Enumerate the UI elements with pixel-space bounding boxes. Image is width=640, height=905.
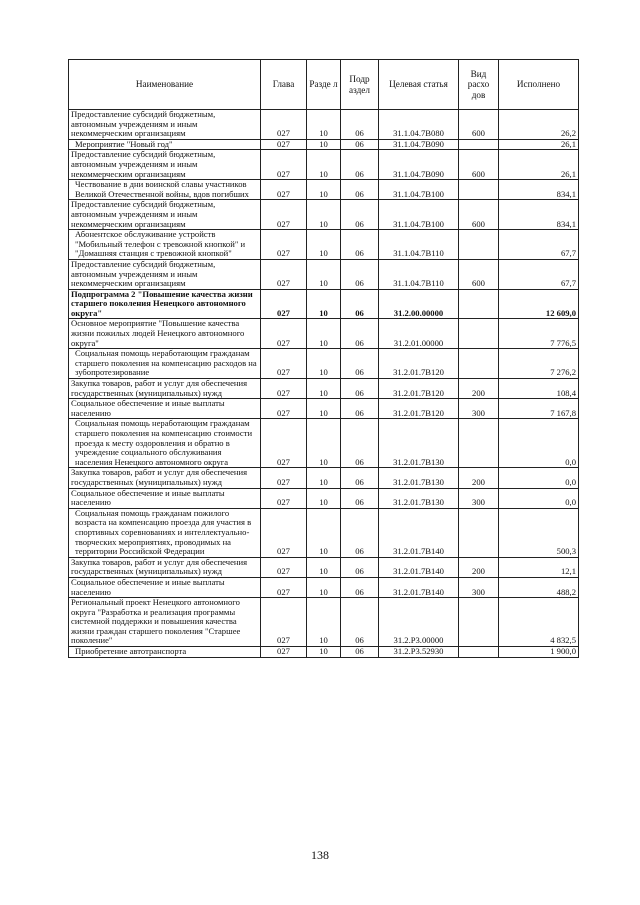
row-amount: 834,1 xyxy=(499,180,579,200)
row-amount: 0,0 xyxy=(499,419,579,468)
row-name-text: Социальное обеспечение и иные выплаты населению xyxy=(71,398,225,418)
row-glava: 027 xyxy=(261,230,307,260)
row-glava: 027 xyxy=(261,647,307,658)
table-row xyxy=(69,577,579,597)
row-razdel: 10 xyxy=(307,419,341,468)
row-razdel: 10 xyxy=(307,557,341,577)
row-podrazdel: 06 xyxy=(341,577,379,597)
row-amount: 7 167,8 xyxy=(499,399,579,419)
row-name-text: Предоставление субсидий бюджетным, автономным учреждениям и иным некоммерческим организациям xyxy=(71,149,216,179)
row-glava: 027 xyxy=(261,399,307,419)
row-podrazdel: 06 xyxy=(341,200,379,230)
row-glava: 027 xyxy=(261,468,307,488)
header-name: Наименование xyxy=(69,60,261,110)
row-name xyxy=(69,289,261,319)
table-row xyxy=(69,468,579,488)
row-name xyxy=(69,468,261,488)
row-target: 31.2.01.7В120 xyxy=(379,349,459,379)
row-target: 31.2.01.7В130 xyxy=(379,419,459,468)
row-razdel: 10 xyxy=(307,259,341,289)
row-name xyxy=(69,139,261,150)
row-glava: 027 xyxy=(261,349,307,379)
row-glava: 027 xyxy=(261,577,307,597)
row-target: 31.2.01.7В140 xyxy=(379,557,459,577)
row-target: 31.1.04.7В100 xyxy=(379,200,459,230)
row-name-text: Социальная помощь гражданам пожилого возраста на компенсацию проезда для участия в спортивных соревнованиях и интеллектуально-творческих мероприятиях, проводимых на территории Российской Федерации xyxy=(75,507,252,557)
row-podrazdel: 06 xyxy=(341,319,379,349)
table-row xyxy=(69,508,579,557)
row-amount: 12 609,0 xyxy=(499,289,579,319)
row-target: 31.2.01.7В140 xyxy=(379,508,459,557)
row-vid: 600 xyxy=(459,150,499,180)
row-glava: 027 xyxy=(261,379,307,399)
row-name xyxy=(69,399,261,419)
row-name-text: Предоставление субсидий бюджетным, автономным учреждениям и иным некоммерческим организациям xyxy=(71,199,216,229)
table-row xyxy=(69,319,579,349)
table-row xyxy=(69,180,579,200)
row-razdel: 10 xyxy=(307,598,341,647)
row-name xyxy=(69,110,261,140)
row-vid: 200 xyxy=(459,468,499,488)
row-target: 31.2.01.7В120 xyxy=(379,379,459,399)
header-glava: Глава xyxy=(261,60,307,110)
row-razdel: 10 xyxy=(307,488,341,508)
row-razdel: 10 xyxy=(307,200,341,230)
table-row xyxy=(69,379,579,399)
row-podrazdel: 06 xyxy=(341,230,379,260)
row-target: 31.1.04.7В080 xyxy=(379,110,459,140)
row-name xyxy=(69,259,261,289)
row-vid xyxy=(459,289,499,319)
row-podrazdel: 06 xyxy=(341,508,379,557)
row-name-text: Предоставление субсидий бюджетным, автономным учреждениям и иным некоммерческим организациям xyxy=(71,258,216,289)
table-row xyxy=(69,289,579,319)
row-name xyxy=(69,349,261,379)
row-name-text: Подпрограмма 2 "Повышение качества жизни старшего поколения Ненецкого автономного округа" xyxy=(71,288,253,318)
row-name-text: Приобретение автотранспорта xyxy=(75,646,187,657)
row-glava: 027 xyxy=(261,289,307,319)
row-glava: 027 xyxy=(261,180,307,200)
row-vid xyxy=(459,508,499,557)
header-podrazdel: Подр аздел xyxy=(341,60,379,110)
row-glava: 027 xyxy=(261,319,307,349)
row-glava: 027 xyxy=(261,557,307,577)
row-vid xyxy=(459,230,499,260)
row-glava: 027 xyxy=(261,200,307,230)
row-name-text: Закупка товаров, работ и услуг для обеспечения государственных (муниципальных) нужд xyxy=(71,378,248,398)
row-amount: 67,7 xyxy=(499,230,579,260)
row-target: 31.1.04.7В090 xyxy=(379,139,459,150)
table-row xyxy=(69,259,579,289)
row-name-text: Социальная помощь неработающим гражданам старшего поколения на компенсацию расходов на зубопротезирование xyxy=(75,348,257,378)
row-vid xyxy=(459,419,499,468)
row-name-text: Региональный проект Ненецкого автономного округа "Разработка и реализация программы системной поддержки и повышения качества жизни граждан старшего поколения "Старшее поколение" xyxy=(71,597,241,646)
row-podrazdel: 06 xyxy=(341,598,379,647)
row-vid xyxy=(459,180,499,200)
row-glava: 027 xyxy=(261,419,307,468)
row-name xyxy=(69,150,261,180)
row-glava: 027 xyxy=(261,110,307,140)
row-target: 31.1.04.7В110 xyxy=(379,259,459,289)
row-name-text: Основное мероприятие "Повышение качества жизни пожилых людей Ненецкого автономного округа" xyxy=(71,318,245,348)
header-target: Целевая статья xyxy=(379,60,459,110)
row-razdel: 10 xyxy=(307,468,341,488)
row-glava: 027 xyxy=(261,259,307,289)
row-name-text: Социальное обеспечение и иные выплаты населению xyxy=(71,576,225,597)
table-row xyxy=(69,557,579,577)
row-target: 31.2.Р3.52930 xyxy=(379,647,459,658)
row-name-text: Мероприятие "Новый год" xyxy=(75,138,173,149)
row-amount: 834,1 xyxy=(499,200,579,230)
row-podrazdel: 06 xyxy=(341,399,379,419)
row-podrazdel: 06 xyxy=(341,379,379,399)
row-podrazdel: 06 xyxy=(341,468,379,488)
row-name xyxy=(69,200,261,230)
row-name xyxy=(69,557,261,577)
row-amount: 67,7 xyxy=(499,259,579,289)
row-razdel: 10 xyxy=(307,150,341,180)
row-razdel: 10 xyxy=(307,289,341,319)
row-vid xyxy=(459,349,499,379)
row-name xyxy=(69,577,261,597)
row-target: 31.2.01.7В140 xyxy=(379,577,459,597)
row-podrazdel: 06 xyxy=(341,488,379,508)
row-vid: 300 xyxy=(459,577,499,597)
table-row xyxy=(69,139,579,150)
row-podrazdel: 06 xyxy=(341,289,379,319)
row-glava: 027 xyxy=(261,139,307,150)
header-razdel: Разде л xyxy=(307,60,341,110)
row-vid: 200 xyxy=(459,379,499,399)
row-name xyxy=(69,419,261,468)
table-row xyxy=(69,349,579,379)
table-row xyxy=(69,419,579,468)
row-podrazdel: 06 xyxy=(341,557,379,577)
table-row xyxy=(69,150,579,180)
row-vid: 200 xyxy=(459,557,499,577)
row-razdel: 10 xyxy=(307,647,341,658)
row-name xyxy=(69,488,261,508)
table-row xyxy=(69,110,579,140)
row-podrazdel: 06 xyxy=(341,180,379,200)
row-target: 31.2.00.00000 xyxy=(379,289,459,319)
table-row xyxy=(69,230,579,260)
row-glava: 027 xyxy=(261,488,307,508)
table-body xyxy=(69,110,579,658)
row-vid xyxy=(459,139,499,150)
row-name xyxy=(69,319,261,349)
row-target: 31.1.04.7В110 xyxy=(379,230,459,260)
row-amount: 26,2 xyxy=(499,110,579,140)
row-vid: 600 xyxy=(459,110,499,140)
row-amount: 108,4 xyxy=(499,379,579,399)
row-name xyxy=(69,180,261,200)
row-razdel: 10 xyxy=(307,139,341,150)
header-vid: Вид расхо дов xyxy=(459,60,499,110)
row-razdel: 10 xyxy=(307,379,341,399)
row-vid xyxy=(459,647,499,658)
row-razdel: 10 xyxy=(307,508,341,557)
row-amount: 26,1 xyxy=(499,139,579,150)
row-target: 31.2.01.7В130 xyxy=(379,488,459,508)
row-name xyxy=(69,598,261,647)
row-vid: 600 xyxy=(459,200,499,230)
row-vid: 300 xyxy=(459,399,499,419)
row-razdel: 10 xyxy=(307,230,341,260)
header-amount: Исполнено xyxy=(499,60,579,110)
table-header xyxy=(69,60,579,110)
row-razdel: 10 xyxy=(307,399,341,419)
row-name-text: Закупка товаров, работ и услуг для обеспечения государственных (муниципальных) нужд xyxy=(71,556,248,577)
row-amount: 7 776,5 xyxy=(499,319,579,349)
row-amount: 1 900,0 xyxy=(499,647,579,658)
header-row xyxy=(69,60,579,110)
row-vid: 300 xyxy=(459,488,499,508)
row-target: 31.2.01.7В130 xyxy=(379,468,459,488)
table-row xyxy=(69,598,579,647)
row-name-text: Чествование в дни воинской славы участников Великой Отечественной войны, вдов погибших xyxy=(75,179,249,199)
table-row xyxy=(69,399,579,419)
row-glava: 027 xyxy=(261,598,307,647)
row-name-text: Социальное обеспечение и иные выплаты населению xyxy=(71,487,225,508)
row-target: 31.1.04.7В100 xyxy=(379,180,459,200)
row-target: 31.2.01.00000 xyxy=(379,319,459,349)
row-amount: 26,1 xyxy=(499,150,579,180)
budget-table xyxy=(68,59,579,658)
row-name xyxy=(69,647,261,658)
row-name-text: Закупка товаров, работ и услуг для обеспечения государственных (муниципальных) нужд xyxy=(71,467,248,487)
row-vid xyxy=(459,598,499,647)
row-razdel: 10 xyxy=(307,180,341,200)
row-vid xyxy=(459,319,499,349)
row-razdel: 10 xyxy=(307,110,341,140)
row-podrazdel: 06 xyxy=(341,349,379,379)
row-amount: 7 276,2 xyxy=(499,349,579,379)
row-podrazdel: 06 xyxy=(341,419,379,468)
page-number: 138 xyxy=(311,848,329,862)
row-amount: 4 832,5 xyxy=(499,598,579,647)
row-podrazdel: 06 xyxy=(341,110,379,140)
row-amount: 488,2 xyxy=(499,577,579,597)
row-name xyxy=(69,379,261,399)
row-name-text: Предоставление субсидий бюджетным, автономным учреждениям и иным некоммерческим организациям xyxy=(71,109,216,139)
row-amount: 500,3 xyxy=(499,508,579,557)
row-amount: 12,1 xyxy=(499,557,579,577)
row-target: 31.2.Р3.00000 xyxy=(379,598,459,647)
row-name xyxy=(69,230,261,260)
row-podrazdel: 06 xyxy=(341,259,379,289)
row-name xyxy=(69,508,261,557)
row-glava: 027 xyxy=(261,508,307,557)
row-podrazdel: 06 xyxy=(341,139,379,150)
row-name-text: Социальная помощь неработающим гражданам старшего поколения на компенсацию стоимости проезда к месту оздоровления и обратно в учреждение социального обслуживания населения Ненецкого автономного округа xyxy=(75,418,253,467)
row-razdel: 10 xyxy=(307,319,341,349)
row-target: 31.2.01.7В120 xyxy=(379,399,459,419)
row-podrazdel: 06 xyxy=(341,150,379,180)
table-row xyxy=(69,647,579,658)
row-vid: 600 xyxy=(459,259,499,289)
row-amount: 0,0 xyxy=(499,488,579,508)
row-razdel: 10 xyxy=(307,577,341,597)
table-row xyxy=(69,488,579,508)
table-row xyxy=(69,200,579,230)
row-razdel: 10 xyxy=(307,349,341,379)
row-target: 31.1.04.7В090 xyxy=(379,150,459,180)
row-glava: 027 xyxy=(261,150,307,180)
row-name-text: Абонентское обслуживание устройств "Мобильный телефон с тревожной кнопкой" и "Домашняя станция с тревожной кнопкой" xyxy=(75,229,246,259)
row-amount: 0,0 xyxy=(499,468,579,488)
row-podrazdel: 06 xyxy=(341,647,379,658)
